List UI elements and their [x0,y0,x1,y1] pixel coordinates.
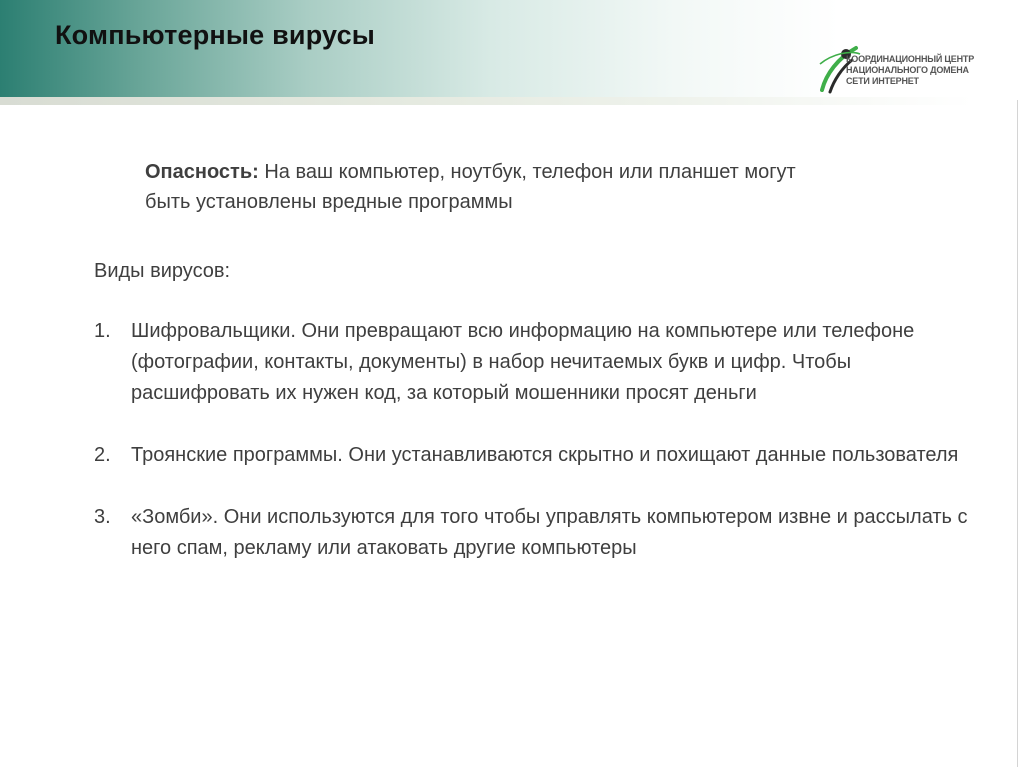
virus-types-heading: Виды вирусов: [94,260,231,282]
logo-line-3: СЕТИ ИНТЕРНЕТ [846,76,919,86]
list-item-number: 3. [94,506,111,528]
danger-label: Опасность: [145,161,259,183]
list-item-text: Шифровальщики. Они превращают всю информацию на компьютере или телефоне (фотографии, контакты, документы) в набор нечитаемых букв и цифр. Чтобы расшифровать их нужен код, за который мошенники просят деньги [131,320,915,404]
logo-line-1: КООРДИНАЦИОННЫЙ ЦЕНТР [846,54,975,64]
page-title: Компьютерные вирусы [55,20,376,50]
list-item-number: 1. [94,320,111,342]
danger-text: На ваш компьютер, ноутбук, телефон или планшет могут быть установлены вредные программы [145,161,796,213]
list-item [94,440,974,471]
danger-paragraph [145,157,845,217]
virus-types-list [94,316,974,595]
organization-logo [816,44,1016,96]
list-item [94,316,974,409]
header-stripe [0,97,1024,105]
list-item-text: Троянские программы. Они устанавливаются скрытно и похищают данные пользователя [131,444,959,466]
slide-right-border [1017,100,1018,767]
list-item-number: 2. [94,444,111,466]
list-item-text: «Зомби». Они используются для того чтобы управлять компьютером извне и рассылать с него спам, рекламу или атаковать другие компьютеры [131,506,968,559]
list-item [94,502,974,564]
logo-line-2: НАЦИОНАЛЬНОГО ДОМЕНА [846,65,969,75]
logo-text [846,54,1016,87]
